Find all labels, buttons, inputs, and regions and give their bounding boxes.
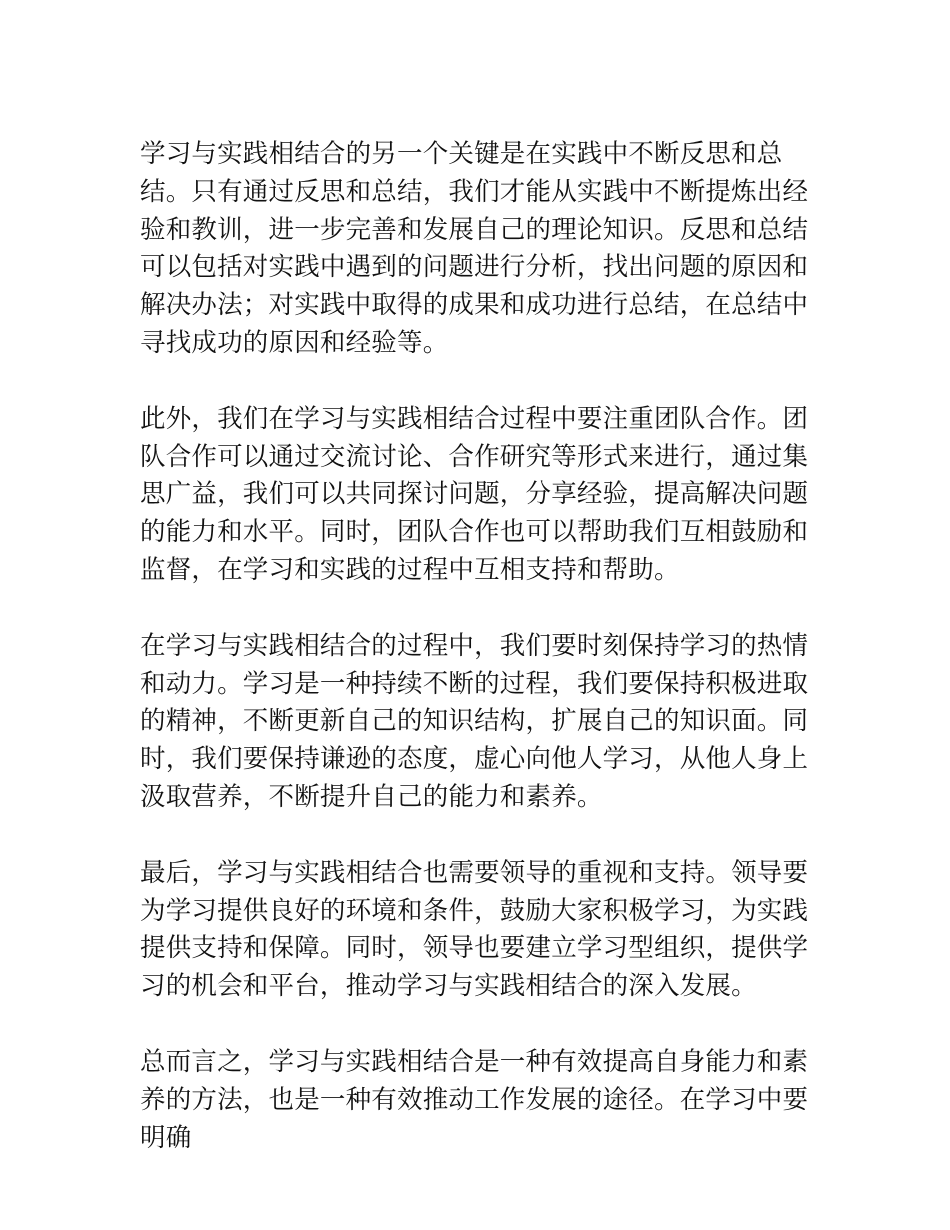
paragraph-enthusiasm: 在学习与实践相结合的过程中，我们要时刻保持学习的热情和动力。学习是一种持续不断的过程，我们要保持积极进取的精神，不断更新自己的知识结构，扩展自己的知识面。同时，我们要保持谦逊的态度，虚心向他人学习，从他人身上汲取营养，不断提升自己的能力和素养。 xyxy=(140,630,809,812)
paragraph-teamwork: 此外，我们在学习与实践相结合过程中要注重团队合作。团队合作可以通过交流讨论、合作研究等形式来进行，通过集思广益，我们可以共同探讨问题，分享经验，提高解决问题的能力和水平。同时，团队合作也可以帮助我们互相鼓励和监督，在学习和实践的过程中互相支持和帮助。 xyxy=(140,403,809,585)
paragraph-conclusion: 总而言之，学习与实践相结合是一种有效提高自身能力和素养的方法，也是一种有效推动工作发展的途径。在学习中要明确 xyxy=(140,1046,809,1153)
paragraph-reflection: 学习与实践相结合的另一个关键是在实践中不断反思和总结。只有通过反思和总结，我们才能从实践中不断提炼出经验和教训，进一步完善和发展自己的理论知识。反思和总结可以包括对实践中遇到的问题进行分析，找出问题的原因和解决办法；对实践中取得的成果和成功进行总结，在总结中寻找成功的原因和经验等。 xyxy=(140,139,809,358)
paragraph-leadership: 最后，学习与实践相结合也需要领导的重视和支持。领导要为学习提供良好的环境和条件，鼓励大家积极学习，为实践提供支持和保障。同时，领导也要建立学习型组织，提供学习的机会和平台，推动学习与实践相结合的深入发展。 xyxy=(140,857,809,1002)
document-body xyxy=(140,136,830,1157)
